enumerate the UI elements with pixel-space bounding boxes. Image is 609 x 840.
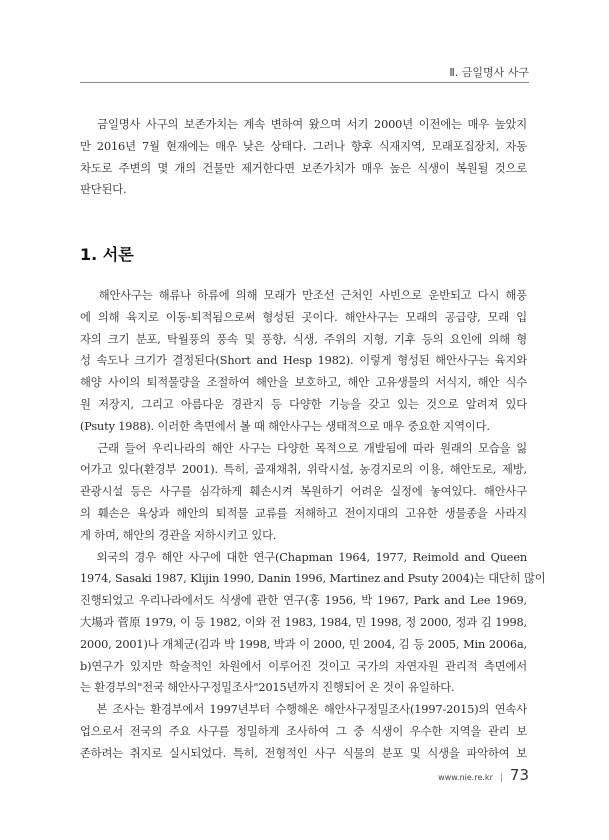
text-line: 근래 들어 우리나라의 해안 사구는 다양한 목적으로 개발됨에 따라 원래의 모습을 잃 (80, 441, 527, 455)
body-text (80, 285, 546, 765)
text-line: 업으로서 전국의 주요 사구를 정밀하게 조사하여 그 중 식생이 우수한 지역을 관리 보 (80, 724, 527, 738)
text-line: 존하려는 취지로 실시되었다. 특히, 전형적인 사구 식물의 분포 및 식생을 파악하여 보 (80, 746, 527, 760)
page-footer (438, 766, 529, 784)
text-line: 성 속도나 크기가 결정된다(Short and Hesp 1982). 이렇게 형성된 해안사구는 육지와 (80, 354, 527, 368)
text-line: (Psuty 1988). 이러한 측면에서 볼 때 해안사구는 생태적으로 매우 중요한 지역이다. (80, 419, 490, 433)
text-line: 2000, 2001)나 개체군(김과 박 1998, 박과 이 2000, 민 2004, 김 등 2005, Min 2006a, (80, 637, 527, 651)
text-line: 자의 크기 분포, 탁월풍의 풍속 및 풍향, 식생, 주위의 지형, 기후 등의 요인에 의해 형 (80, 332, 527, 346)
text-line: 의 훼손은 육상과 해안의 퇴적물 교류를 저해하고 전이지대의 고유한 생물종을 사라지 (80, 506, 527, 520)
footer-url: www.nie.re.kr (438, 773, 493, 782)
text-line: 관광시설 등은 사구를 심각하게 훼손시켜 복원하기 어려운 실정에 놓여있다. 해안사구 (80, 485, 527, 499)
text-line: b)연구가 있지만 학술적인 차원에서 이루어진 것이고 국가의 자연자원 관리적 측면에서 (80, 659, 527, 673)
text-line: 본 조사는 환경부에서 1997년부터 수행해온 해안사구정밀조사(1997-2015)의 연속사 (80, 703, 527, 717)
text-line: 진행되었고 우리나라에서도 식생에 관한 연구(홍 1956, 박 1967, Park and Lee 1969, (80, 594, 527, 608)
page-number: 73 (509, 766, 529, 784)
text-line: 만 2016년 7월 현재에는 매우 낮은 상태다. 그러나 향후 식재지역, 모래포집장치, 자동 (80, 139, 527, 153)
text-line: 大場과 菅原 1979, 이 등 1982, 이와 전 1983, 1984, 민 1998, 정 2000, 정과 김 1998, (80, 615, 527, 629)
text-line: 해양 사이의 퇴적물량을 조절하여 해안을 보호하고, 해안 고유생물의 서식지, 해안 식수 (80, 376, 527, 390)
running-header: Ⅱ. 금일명사 사구 (449, 66, 529, 79)
text-line: 에 의해 육지로 이동·퇴적됨으로써 형성된 곳이다. 해안사구는 모래의 공급량, 모래 입 (80, 310, 527, 324)
text-line: 게 하며, 해안의 경관을 저하시키고 있다. (80, 528, 277, 542)
text-line: 판단된다. (80, 183, 127, 197)
text-line: 해안사구는 해류나 하류에 의해 모래가 만조선 근처인 사빈으로 운반되고 다시 해풍 (80, 289, 527, 302)
intro-paragraph (80, 114, 527, 201)
text-line: 금일명사 사구의 보존가치는 계속 변하여 왔으며 서기 2000년 이전에는 매우 높았지 (80, 118, 527, 131)
text-line: 어가고 있다(환경부 2001). 특히, 골재채취, 위락시설, 농경지로의 이용, 해안도로, 제방, (80, 463, 527, 477)
section-heading: 1. 서론 (80, 245, 134, 264)
text-line: 외국의 경우 해안 사구에 대한 연구(Chapman 1964, 1977, Reimold and Queen (80, 550, 527, 564)
text-line: 1974, Sasaki 1987, Klijin 1990, Danin 1996, Martinez and Psuty 2004)는 대단히 많이 (80, 572, 546, 586)
text-line: 는 환경부의"전국 해안사구정밀조사"2015년까지 진행되어 온 것이 유일하다. (80, 681, 455, 695)
text-line: 차도로 주변의 몇 개의 건물만 제거한다면 보존가치가 매우 높은 식생이 복원될 것으로 (80, 161, 527, 175)
text-line: 원 저장지, 그리고 아름다운 경관지 등 다양한 기능을 갖고 있는 것으로 알려져 있다 (80, 397, 527, 411)
header-rule (80, 82, 529, 83)
footer-separator: | (499, 773, 503, 783)
